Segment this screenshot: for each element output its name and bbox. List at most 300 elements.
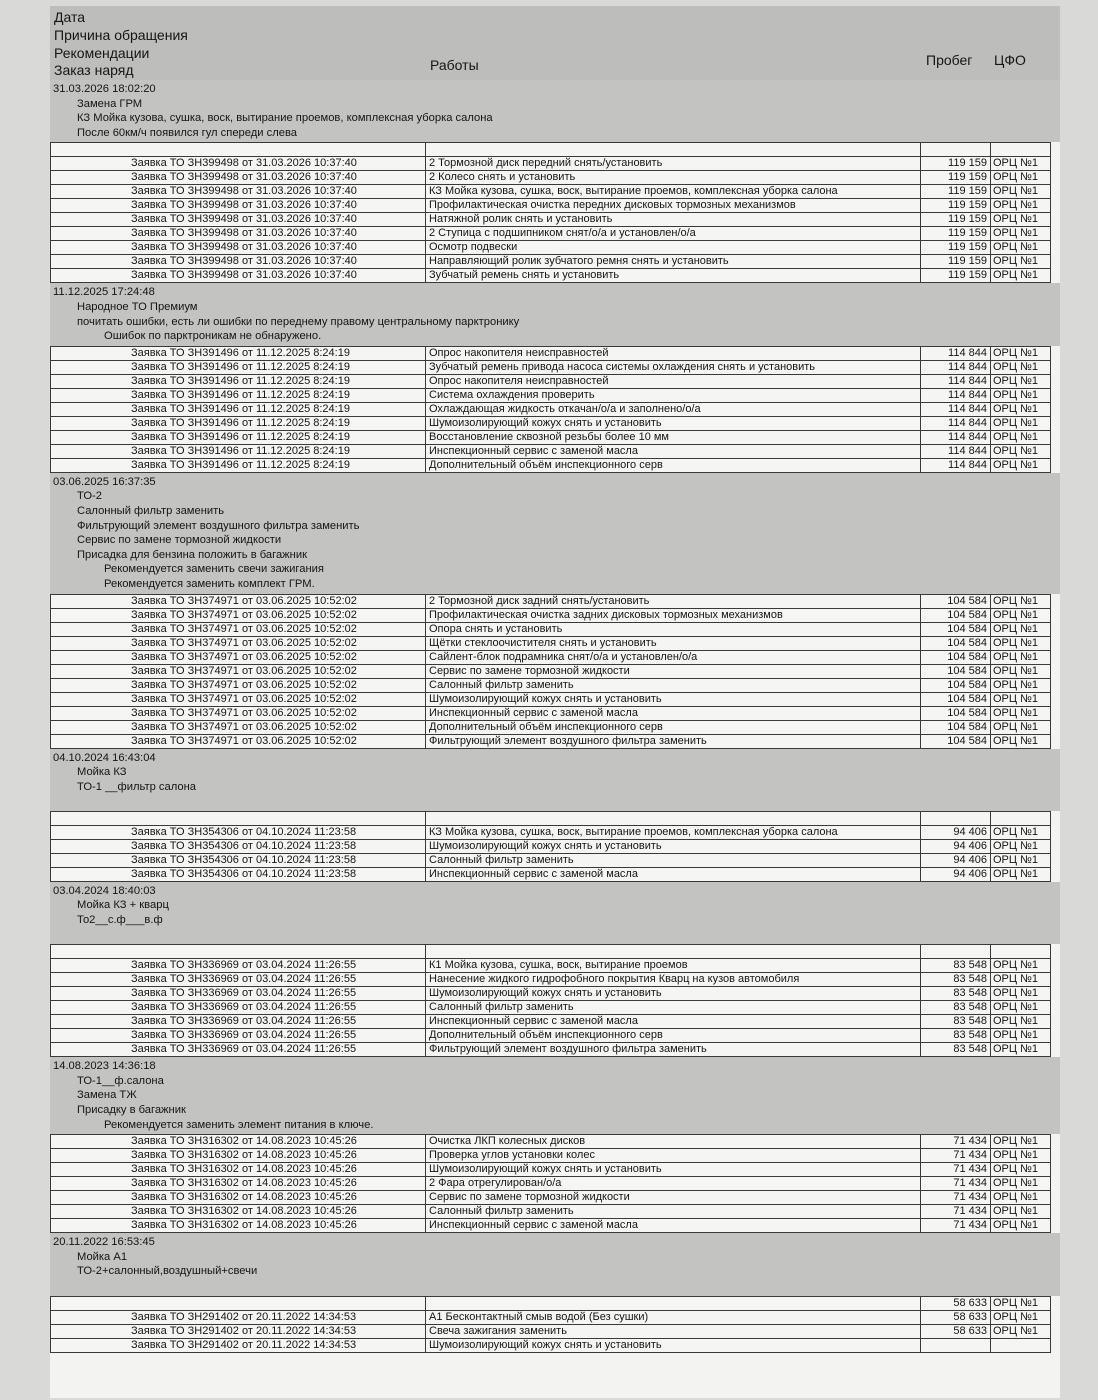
request-cell: Заявка ТО ЗН374971 от 03.06.2025 10:52:02 <box>51 706 426 720</box>
date-column-label: Дата <box>54 9 86 25</box>
order-reason: Замена ТЖ <box>77 1089 137 1102</box>
order-recommendation: Рекомендуется заменить комплект ГРМ. <box>104 577 315 590</box>
request-cell: Заявка ТО ЗН391496 от 11.12.2025 8:24:19 <box>51 402 426 416</box>
recommendations-column-label: Рекомендации <box>54 45 150 61</box>
order-block <box>50 882 1060 1057</box>
cfo-cell: ОРЦ №1 <box>991 636 1051 650</box>
order-block <box>50 1233 1060 1352</box>
work-cell: КЗ Мойка кузова, сушка, воск, вытирание проемов, комплексная уборка салона <box>426 185 921 199</box>
mileage-cell: 104 584 <box>921 734 991 748</box>
cfo-cell: ОРЦ №1 <box>991 1163 1051 1177</box>
cfo-cell: ОРЦ №1 <box>991 839 1051 853</box>
mileage-cell: 71 434 <box>921 1149 991 1163</box>
table-row <box>51 1177 1051 1191</box>
request-cell: Заявка ТО ЗН374971 от 03.06.2025 10:52:02 <box>51 622 426 636</box>
table-row <box>51 360 1051 374</box>
table-row <box>51 853 1051 867</box>
cfo-cell: ОРЦ №1 <box>991 199 1051 213</box>
work-cell: 2 Фара отрегулирован/о/а <box>426 1177 921 1191</box>
order-recommendation <box>53 928 1060 943</box>
mileage-cell <box>921 1338 991 1352</box>
request-cell: Заявка ТО ЗН316302 от 14.08.2023 10:45:26 <box>51 1149 426 1163</box>
order-block <box>50 1057 1060 1233</box>
cfo-cell: ОРЦ №1 <box>991 360 1051 374</box>
table-row <box>51 444 1051 458</box>
cfo-cell: ОРЦ №1 <box>991 825 1051 839</box>
order-header <box>50 1057 1060 1134</box>
order-recommendation: Рекомендуется заменить элемент питания в ключе. <box>104 1118 374 1131</box>
request-cell: Заявка ТО ЗН336969 от 03.04.2024 11:26:55 <box>51 1043 426 1057</box>
mileage-cell: 104 584 <box>921 692 991 706</box>
table-row <box>51 255 1051 269</box>
cfo-cell: ОРЦ №1 <box>991 416 1051 430</box>
order-reason: Мойка А1 <box>77 1250 128 1263</box>
service-history-sheet <box>50 6 1060 1398</box>
table-row <box>51 402 1051 416</box>
table-row <box>51 650 1051 664</box>
table-row <box>51 227 1051 241</box>
works-table <box>50 142 1051 283</box>
work-cell: Сайлент-блок подрамника снят/о/а и установлен/о/а <box>426 650 921 664</box>
mileage-cell <box>921 945 991 959</box>
order-date: 20.11.2022 16:53:45 <box>53 1236 155 1249</box>
work-cell: Шумоизолирующий кожух снять и установить <box>426 1338 921 1352</box>
cfo-cell: ОРЦ №1 <box>991 720 1051 734</box>
cfo-cell: ОРЦ №1 <box>991 1001 1051 1015</box>
work-cell: Шумоизолирующий кожух снять и установить <box>426 987 921 1001</box>
work-cell: Фильтрующий элемент воздушного фильтра заменить <box>426 734 921 748</box>
work-cell: Инспекционный сервис с заменой масла <box>426 706 921 720</box>
work-cell: Шумоизолирующий кожух снять и установить <box>426 416 921 430</box>
table-row <box>51 143 1051 157</box>
works-table <box>50 944 1051 1057</box>
order-reason: ТО-1 __фильтр салона <box>77 780 197 793</box>
work-cell <box>426 811 921 825</box>
works-column-label: Работы <box>430 57 479 73</box>
cfo-cell: ОРЦ №1 <box>991 622 1051 636</box>
table-row <box>51 594 1051 608</box>
request-cell <box>51 945 426 959</box>
request-cell: Заявка ТО ЗН354306 от 04.10.2024 11:23:58 <box>51 867 426 881</box>
table-row <box>51 1296 1051 1310</box>
cfo-cell: ОРЦ №1 <box>991 458 1051 472</box>
table-row <box>51 213 1051 227</box>
order-reason: КЗ Мойка кузова, сушка, воск, вытирание проемов, комплексная уборка салона <box>77 112 493 125</box>
table-row <box>51 622 1051 636</box>
cfo-cell: ОРЦ №1 <box>991 269 1051 283</box>
request-cell: Заявка ТО ЗН336969 от 03.04.2024 11:26:55 <box>51 959 426 973</box>
cfo-cell: ОРЦ №1 <box>991 1191 1051 1205</box>
mileage-cell: 104 584 <box>921 664 991 678</box>
work-cell <box>426 1296 921 1310</box>
work-cell: Щётки стеклоочистителя снять и установить <box>426 636 921 650</box>
mileage-cell: 104 584 <box>921 720 991 734</box>
work-cell: Инспекционный сервис с заменой масла <box>426 1015 921 1029</box>
mileage-cell: 104 584 <box>921 608 991 622</box>
request-cell: Заявка ТО ЗН291402 от 20.11.2022 14:34:53 <box>51 1324 426 1338</box>
work-cell: Зубчатый ремень привода насоса системы охлаждения снять и установить <box>426 360 921 374</box>
table-row <box>51 825 1051 839</box>
work-cell: Салонный фильтр заменить <box>426 1001 921 1015</box>
mileage-cell: 104 584 <box>921 622 991 636</box>
request-cell: Заявка ТО ЗН391496 от 11.12.2025 8:24:19 <box>51 360 426 374</box>
order-block <box>50 80 1060 283</box>
work-cell: Шумоизолирующий кожух снять и установить <box>426 1163 921 1177</box>
cfo-cell: ОРЦ №1 <box>991 185 1051 199</box>
request-cell <box>51 811 426 825</box>
request-cell: Заявка ТО ЗН399498 от 31.03.2026 10:37:40 <box>51 157 426 171</box>
work-cell: Шумоизолирующий кожух снять и установить <box>426 839 921 853</box>
table-row <box>51 269 1051 283</box>
cfo-cell: ОРЦ №1 <box>991 388 1051 402</box>
work-cell: Дополнительный объём инспекционного серв <box>426 720 921 734</box>
mileage-cell: 119 159 <box>921 269 991 283</box>
request-cell: Заявка ТО ЗН291402 от 20.11.2022 14:34:53 <box>51 1310 426 1324</box>
cfo-cell: ОРЦ №1 <box>991 692 1051 706</box>
table-row <box>51 458 1051 472</box>
mileage-cell: 104 584 <box>921 594 991 608</box>
works-table <box>50 346 1051 473</box>
request-cell: Заявка ТО ЗН399498 от 31.03.2026 10:37:40 <box>51 171 426 185</box>
table-row <box>51 430 1051 444</box>
request-cell: Заявка ТО ЗН374971 от 03.06.2025 10:52:02 <box>51 608 426 622</box>
request-cell: Заявка ТО ЗН354306 от 04.10.2024 11:23:58 <box>51 853 426 867</box>
cfo-column-label: ЦФО <box>994 52 1026 68</box>
order-reason: Замена ГРМ <box>77 97 143 110</box>
table-row <box>51 241 1051 255</box>
order-recommendation: Рекомендуется заменить свечи зажигания <box>104 563 324 576</box>
work-cell: 2 Тормозной диск передний снять/установить <box>426 157 921 171</box>
cfo-cell: ОРЦ №1 <box>991 594 1051 608</box>
work-cell <box>426 945 921 959</box>
works-table <box>50 811 1051 882</box>
request-cell: Заявка ТО ЗН354306 от 04.10.2024 11:23:58 <box>51 839 426 853</box>
cfo-cell: ОРЦ №1 <box>991 650 1051 664</box>
table-row <box>51 171 1051 185</box>
mileage-cell: 104 584 <box>921 706 991 720</box>
work-cell: А1 Бесконтактный смыв водой (Без сушки) <box>426 1310 921 1324</box>
mileage-cell: 71 434 <box>921 1205 991 1219</box>
work-cell: Салонный фильтр заменить <box>426 678 921 692</box>
cfo-cell: ОРЦ №1 <box>991 867 1051 881</box>
work-cell: Очистка ЛКП колесных дисков <box>426 1135 921 1149</box>
order-block <box>50 473 1060 749</box>
table-row <box>51 636 1051 650</box>
cfo-cell: ОРЦ №1 <box>991 255 1051 269</box>
cfo-cell: ОРЦ №1 <box>991 987 1051 1001</box>
mileage-cell: 119 159 <box>921 241 991 255</box>
request-cell: Заявка ТО ЗН316302 от 14.08.2023 10:45:26 <box>51 1219 426 1233</box>
mileage-cell: 58 633 <box>921 1296 991 1310</box>
table-row <box>51 811 1051 825</box>
table-row <box>51 1338 1051 1352</box>
work-cell: Профилактическая очистка задних дисковых тормозных механизмов <box>426 608 921 622</box>
mileage-cell <box>921 143 991 157</box>
table-row <box>51 199 1051 213</box>
work-cell: 2 Ступица с подшипником снят/о/а и установлен/о/а <box>426 227 921 241</box>
cfo-cell: ОРЦ №1 <box>991 213 1051 227</box>
table-row <box>51 945 1051 959</box>
order-header <box>50 749 1060 811</box>
mileage-cell: 71 434 <box>921 1177 991 1191</box>
cfo-cell: ОРЦ №1 <box>991 706 1051 720</box>
request-cell: Заявка ТО ЗН391496 от 11.12.2025 8:24:19 <box>51 374 426 388</box>
request-cell: Заявка ТО ЗН391496 от 11.12.2025 8:24:19 <box>51 430 426 444</box>
order-reason: Салонный фильтр заменить <box>77 504 225 517</box>
order-reason: почитать ошибки, есть ли ошибки по переднему правому центральному парктронику <box>77 315 520 328</box>
work-cell: Охлаждающая жидкость откачан/о/а и заполнено/о/а <box>426 402 921 416</box>
work-cell: 2 Колесо снять и установить <box>426 171 921 185</box>
work-cell: Салонный фильтр заменить <box>426 853 921 867</box>
cfo-cell: ОРЦ №1 <box>991 241 1051 255</box>
works-table <box>50 1296 1051 1353</box>
order-header <box>50 882 1060 944</box>
work-cell: Направляющий ролик зубчатого ремня снять и установить <box>426 255 921 269</box>
table-row <box>51 416 1051 430</box>
mileage-cell: 114 844 <box>921 346 991 360</box>
order-header <box>50 473 1060 594</box>
work-cell: Инспекционный сервис с заменой масла <box>426 444 921 458</box>
request-cell: Заявка ТО ЗН374971 от 03.06.2025 10:52:02 <box>51 594 426 608</box>
request-cell: Заявка ТО ЗН391496 от 11.12.2025 8:24:19 <box>51 416 426 430</box>
report-header <box>50 6 1060 80</box>
mileage-cell: 71 434 <box>921 1135 991 1149</box>
order-reason: Фильтрующий элемент воздушного фильтра заменить <box>77 519 360 532</box>
request-cell: Заявка ТО ЗН391496 от 11.12.2025 8:24:19 <box>51 346 426 360</box>
request-cell: Заявка ТО ЗН374971 от 03.06.2025 10:52:02 <box>51 664 426 678</box>
work-cell: Свеча зажигания заменить <box>426 1324 921 1338</box>
table-row <box>51 185 1051 199</box>
mileage-cell: 94 406 <box>921 825 991 839</box>
table-row <box>51 1310 1051 1324</box>
order-reason: Мойка КЗ <box>77 766 127 779</box>
request-cell: Заявка ТО ЗН316302 от 14.08.2023 10:45:26 <box>51 1163 426 1177</box>
table-row <box>51 374 1051 388</box>
request-cell: Заявка ТО ЗН399498 от 31.03.2026 10:37:40 <box>51 269 426 283</box>
order-recommendation: Ошибок по парктроникам не обнаружено. <box>104 330 322 343</box>
mileage-column-label: Пробег <box>926 52 973 68</box>
cfo-cell: ОРЦ №1 <box>991 608 1051 622</box>
mileage-cell: 83 548 <box>921 959 991 973</box>
request-cell: Заявка ТО ЗН336969 от 03.04.2024 11:26:55 <box>51 973 426 987</box>
work-cell: Салонный фильтр заменить <box>426 1205 921 1219</box>
cfo-cell: ОРЦ №1 <box>991 1296 1051 1310</box>
mileage-cell <box>921 811 991 825</box>
work-cell: Опрос накопителя неисправностей <box>426 374 921 388</box>
order-reason: Мойка КЗ + кварц <box>77 899 169 912</box>
table-row <box>51 706 1051 720</box>
table-row <box>51 346 1051 360</box>
work-cell: Система охлаждения проверить <box>426 388 921 402</box>
order-reason: ТО-2+салонный,воздушный+свечи <box>77 1265 258 1278</box>
table-row <box>51 1029 1051 1043</box>
table-row <box>51 692 1051 706</box>
mileage-cell: 58 633 <box>921 1310 991 1324</box>
cfo-cell: ОРЦ №1 <box>991 853 1051 867</box>
table-row <box>51 388 1051 402</box>
cfo-cell: ОРЦ №1 <box>991 1219 1051 1233</box>
request-cell: Заявка ТО ЗН336969 от 03.04.2024 11:26:55 <box>51 1029 426 1043</box>
mileage-cell: 94 406 <box>921 839 991 853</box>
request-cell: Заявка ТО ЗН316302 от 14.08.2023 10:45:26 <box>51 1205 426 1219</box>
cfo-cell: ОРЦ №1 <box>991 157 1051 171</box>
request-cell: Заявка ТО ЗН374971 от 03.06.2025 10:52:02 <box>51 636 426 650</box>
request-cell: Заявка ТО ЗН354306 от 04.10.2024 11:23:58 <box>51 825 426 839</box>
table-row <box>51 867 1051 881</box>
request-cell: Заявка ТО ЗН391496 от 11.12.2025 8:24:19 <box>51 458 426 472</box>
cfo-cell: ОРЦ №1 <box>991 1135 1051 1149</box>
reason-column-label: Причина обращения <box>54 27 188 43</box>
mileage-cell: 119 159 <box>921 157 991 171</box>
request-cell: Заявка ТО ЗН316302 от 14.08.2023 10:45:26 <box>51 1191 426 1205</box>
work-cell: Дополнительный объём инспекционного серв <box>426 1029 921 1043</box>
mileage-cell: 114 844 <box>921 444 991 458</box>
order-reason: Присадка для бензина положить в багажник <box>77 548 307 561</box>
works-table <box>50 1134 1051 1233</box>
order-reason: То2__с.ф___в.ф <box>77 914 163 927</box>
mileage-cell: 104 584 <box>921 650 991 664</box>
mileage-cell: 83 548 <box>921 1001 991 1015</box>
cfo-cell: ОРЦ №1 <box>991 1043 1051 1057</box>
mileage-cell: 114 844 <box>921 402 991 416</box>
mileage-cell: 104 584 <box>921 678 991 692</box>
work-cell <box>426 143 921 157</box>
work-cell: Инспекционный сервис с заменой масла <box>426 1219 921 1233</box>
table-row <box>51 987 1051 1001</box>
mileage-cell: 83 548 <box>921 987 991 1001</box>
table-row <box>51 1001 1051 1015</box>
order-header <box>50 1233 1060 1295</box>
request-cell: Заявка ТО ЗН374971 от 03.06.2025 10:52:02 <box>51 734 426 748</box>
work-cell: Опора снять и установить <box>426 622 921 636</box>
request-cell: Заявка ТО ЗН336969 от 03.04.2024 11:26:55 <box>51 1015 426 1029</box>
order-date: 03.06.2025 16:37:35 <box>53 475 156 488</box>
request-cell: Заявка ТО ЗН316302 от 14.08.2023 10:45:26 <box>51 1135 426 1149</box>
mileage-cell: 119 159 <box>921 185 991 199</box>
request-cell: Заявка ТО ЗН336969 от 03.04.2024 11:26:55 <box>51 1001 426 1015</box>
work-cell: Шумоизолирующий кожух снять и установить <box>426 692 921 706</box>
work-cell: Профилактическая очистка передних дисковых тормозных механизмов <box>426 199 921 213</box>
table-row <box>51 1191 1051 1205</box>
work-cell: Нанесение жидкого гидрофобного покрытия Кварц на кузов автомобиля <box>426 973 921 987</box>
cfo-cell: ОРЦ №1 <box>991 1149 1051 1163</box>
table-row <box>51 1015 1051 1029</box>
mileage-cell: 114 844 <box>921 458 991 472</box>
cfo-cell: ОРЦ №1 <box>991 1015 1051 1029</box>
cfo-cell: ОРЦ №1 <box>991 227 1051 241</box>
table-row <box>51 608 1051 622</box>
mileage-cell: 114 844 <box>921 388 991 402</box>
request-cell: Заявка ТО ЗН291402 от 20.11.2022 14:34:53 <box>51 1338 426 1352</box>
work-cell: Зубчатый ремень снять и установить <box>426 269 921 283</box>
request-cell <box>51 1296 426 1310</box>
mileage-cell: 114 844 <box>921 360 991 374</box>
mileage-cell: 71 434 <box>921 1191 991 1205</box>
request-cell: Заявка ТО ЗН399498 от 31.03.2026 10:37:40 <box>51 213 426 227</box>
table-row <box>51 1205 1051 1219</box>
table-row <box>51 664 1051 678</box>
table-row <box>51 1135 1051 1149</box>
table-row <box>51 839 1051 853</box>
cfo-cell: ОРЦ №1 <box>991 1029 1051 1043</box>
mileage-cell: 58 633 <box>921 1324 991 1338</box>
work-cell: Дополнительный объём инспекционного серв <box>426 458 921 472</box>
work-cell: Восстановление сквозной резьбы более 10 мм <box>426 430 921 444</box>
mileage-cell: 83 548 <box>921 973 991 987</box>
request-cell: Заявка ТО ЗН374971 от 03.06.2025 10:52:02 <box>51 678 426 692</box>
mileage-cell: 119 159 <box>921 227 991 241</box>
cfo-cell <box>991 811 1051 825</box>
work-cell: КЗ Мойка кузова, сушка, воск, вытирание проемов, комплексная уборка салона <box>426 825 921 839</box>
cfo-cell: ОРЦ №1 <box>991 171 1051 185</box>
mileage-cell: 104 584 <box>921 636 991 650</box>
mileage-cell: 71 434 <box>921 1219 991 1233</box>
mileage-cell: 94 406 <box>921 853 991 867</box>
work-cell: Инспекционный сервис с заменой масла <box>426 867 921 881</box>
order-reason: Присадку в багажник <box>77 1104 186 1117</box>
order-date: 14.08.2023 14:36:18 <box>53 1060 156 1073</box>
table-row <box>51 1163 1051 1177</box>
work-cell: Проверка углов установки колес <box>426 1149 921 1163</box>
work-cell: 2 Тормозной диск задний снять/установить <box>426 594 921 608</box>
mileage-cell: 114 844 <box>921 374 991 388</box>
table-row <box>51 720 1051 734</box>
mileage-cell: 94 406 <box>921 867 991 881</box>
request-cell: Заявка ТО ЗН336969 от 03.04.2024 11:26:55 <box>51 987 426 1001</box>
order-reason: Народное ТО Премиум <box>77 300 198 313</box>
order-recommendation <box>53 794 1060 809</box>
mileage-cell: 83 548 <box>921 1015 991 1029</box>
order-date: 31.03.2026 18:02:20 <box>53 83 156 95</box>
order-block <box>50 749 1060 882</box>
mileage-cell: 114 844 <box>921 416 991 430</box>
request-cell: Заявка ТО ЗН391496 от 11.12.2025 8:24:19 <box>51 388 426 402</box>
works-table <box>50 594 1051 749</box>
order-date: 04.10.2024 16:43:04 <box>53 751 156 764</box>
table-row <box>51 1043 1051 1057</box>
mileage-cell: 119 159 <box>921 255 991 269</box>
cfo-cell: ОРЦ №1 <box>991 664 1051 678</box>
order-reason: Сервис по замене тормозной жидкости <box>77 534 282 547</box>
order-reason: После 60км/ч появился гул спереди слева <box>77 126 298 139</box>
cfo-cell: ОРЦ №1 <box>991 1177 1051 1191</box>
table-row <box>51 973 1051 987</box>
mileage-cell: 119 159 <box>921 213 991 227</box>
table-row <box>51 1149 1051 1163</box>
order-date: 11.12.2025 17:24:48 <box>53 286 155 299</box>
mileage-cell: 119 159 <box>921 199 991 213</box>
work-cell: Натяжной ролик снять и установить <box>426 213 921 227</box>
work-cell: Фильтрующий элемент воздушного фильтра заменить <box>426 1043 921 1057</box>
table-row <box>51 734 1051 748</box>
cfo-cell: ОРЦ №1 <box>991 374 1051 388</box>
table-row <box>51 959 1051 973</box>
cfo-cell: ОРЦ №1 <box>991 346 1051 360</box>
cfo-cell: ОРЦ №1 <box>991 973 1051 987</box>
cfo-cell: ОРЦ №1 <box>991 734 1051 748</box>
request-cell: Заявка ТО ЗН316302 от 14.08.2023 10:45:26 <box>51 1177 426 1191</box>
mileage-cell: 71 434 <box>921 1163 991 1177</box>
request-cell: Заявка ТО ЗН374971 от 03.06.2025 10:52:02 <box>51 720 426 734</box>
cfo-cell <box>991 945 1051 959</box>
request-cell: Заявка ТО ЗН374971 от 03.06.2025 10:52:02 <box>51 692 426 706</box>
orders-list <box>50 80 1060 1353</box>
order-header <box>50 283 1060 345</box>
work-cell: Осмотр подвески <box>426 241 921 255</box>
order-date: 03.04.2024 18:40:03 <box>53 884 156 897</box>
cfo-cell: ОРЦ №1 <box>991 1205 1051 1219</box>
request-cell: Заявка ТО ЗН399498 от 31.03.2026 10:37:40 <box>51 227 426 241</box>
